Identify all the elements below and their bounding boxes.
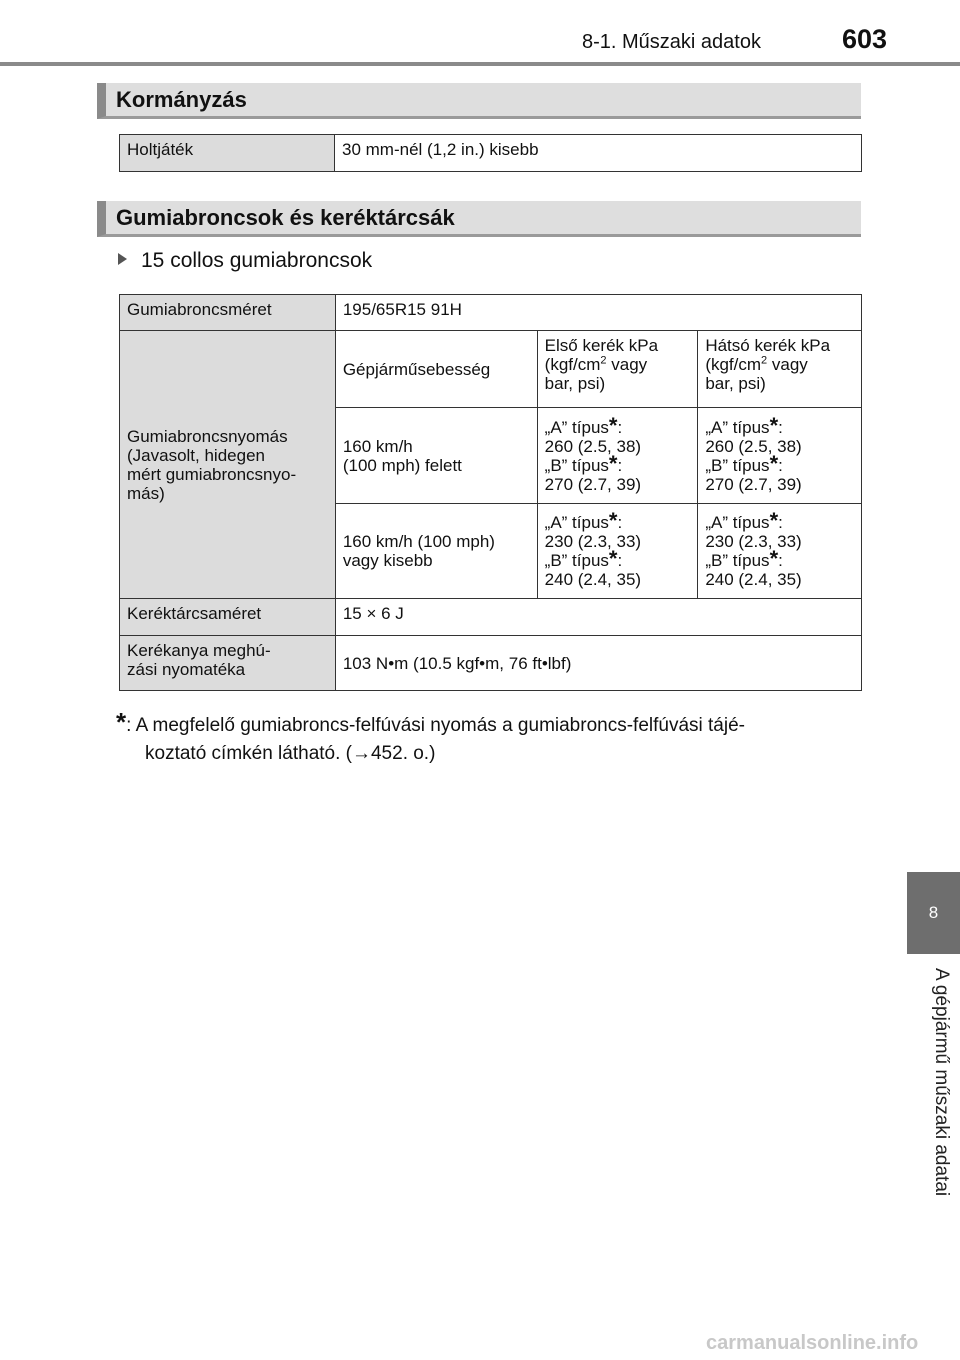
table-row (120, 599, 862, 636)
table-row (120, 295, 862, 331)
footnote-asterisk: * (116, 707, 127, 737)
tire-size-bullet (118, 249, 372, 273)
page-header (0, 0, 960, 66)
row1-rear: „A” típus*: 260 (2.5, 38) „B” típus*: 270 (2.7, 39) (698, 408, 862, 504)
chapter-title: A gépjármű műszaki adatai (931, 968, 952, 1197)
nut-torque-label: Kerékanya meghú- zási nyomatéka (120, 636, 336, 691)
bullet-text: 15 collos gumiabroncsok (141, 249, 373, 272)
row2-rear: „A” típus*: 230 (2.3, 33) „B” típus*: 240 (2.4, 35) (698, 504, 862, 599)
steering-value: 30 mm-nél (1,2 in.) kisebb (335, 135, 862, 172)
pressure-label: Gumiabroncsnyomás (Javasolt, hidegen mért gumiabroncsnyo- más) (120, 331, 336, 599)
nut-torque-value: 103 N•m (10.5 kgf•m, 76 ft•lbf) (335, 636, 861, 691)
chapter-number: 8 (928, 903, 939, 922)
row1-front: „A” típus*: 260 (2.5, 38) „B” típus*: 270 (2.7, 39) (537, 408, 698, 504)
tire-table (119, 294, 862, 691)
col-front: Első kerék kPa ($kgf/cm^2$ vagy bar, psi) (537, 331, 698, 408)
table-row (120, 331, 862, 408)
tires-heading: Gumiabroncsok és keréktárcsák (97, 201, 861, 237)
col-speed: Gépjárműsebesség (335, 331, 537, 408)
watermark: carmanualsonline.info (706, 1332, 919, 1354)
section-title: 8-1. Műszaki adatok (582, 31, 761, 53)
row1-speed: 160 km/h (100 mph) felett (335, 408, 537, 504)
table-row (120, 636, 862, 691)
tire-size-label: Gumiabroncsméret (120, 295, 336, 331)
row2-front: „A” típus*: 230 (2.3, 33) „B” típus*: 240 (2.4, 35) (537, 504, 698, 599)
wheel-size-label: Keréktárcsaméret (120, 599, 336, 636)
header-rule (0, 62, 960, 66)
chapter-tab[interactable] (907, 872, 960, 954)
row2-speed: 160 km/h (100 mph) vagy kisebb (335, 504, 537, 599)
footnote-line2[interactable]: koztató címkén látható. (→452. o.) (145, 743, 436, 764)
footnote-line1: : A megfelelő gumiabroncs-felfúvási nyomás a gumiabroncs-felfúvási tájé- (126, 715, 745, 736)
tire-size-value: 195/65R15 91H (335, 295, 861, 331)
triangle-bullet-icon (118, 253, 127, 265)
footnote (116, 708, 856, 768)
page-number: 603 (842, 24, 888, 54)
wheel-size-value: 15 × 6 J (335, 599, 861, 636)
table-row (120, 135, 862, 172)
steering-label: Holtjáték (120, 135, 335, 172)
steering-heading: Kormányzás (97, 83, 861, 119)
col-rear: Hátsó kerék kPa ($kgf/cm^2$ vagy bar, psi) (698, 331, 862, 408)
steering-table (119, 134, 862, 172)
